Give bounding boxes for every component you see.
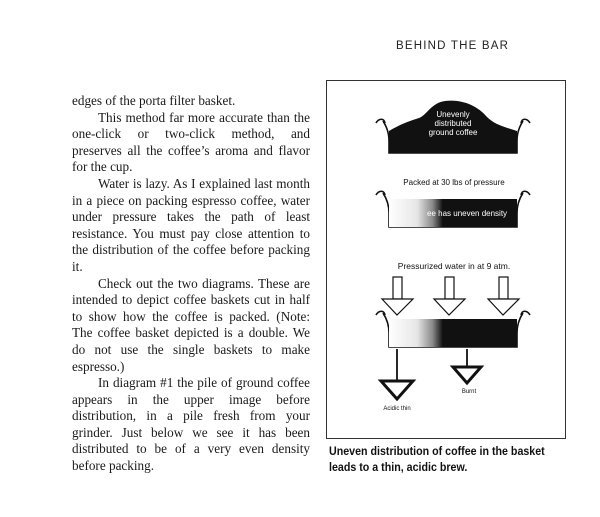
water-inlet-arrow	[434, 277, 465, 315]
basket-diagrams	[327, 81, 565, 438]
water-inlet-arrow	[382, 277, 413, 315]
article-body	[72, 93, 310, 475]
outlet-arrow-acidic	[381, 349, 413, 399]
pile-label-2: distributed	[434, 119, 472, 128]
outlet-arrow-burnt	[453, 349, 481, 383]
packed-coffee	[389, 319, 517, 347]
caption-line: Uneven distribution of coffee in the basket	[329, 445, 545, 458]
article-paragraph: This method far more accurate than the one-click or two-click method, and preserves all the coffee’s aroma and flavor for the cup.	[72, 109, 310, 175]
article-paragraph: Water is lazy. As I explained last month in a piece on packing espresso coffee, water under pressure takes the path of least resistance. You must pay close attention to the distribution of the coffee before packing it.	[72, 175, 310, 274]
acidic-label: Acidic thin	[383, 406, 411, 412]
diagram-water-flow	[376, 261, 530, 412]
figure-caption	[329, 444, 550, 476]
diagram-packed	[376, 178, 530, 227]
water-label: Pressurized water in at 9 atm.	[397, 261, 511, 271]
diagram-uneven-pile	[376, 101, 530, 153]
water-inlet-arrow	[488, 277, 519, 315]
coffee-basket-figure	[326, 80, 566, 439]
caption-line: leads to a thin, acidic brew.	[329, 461, 468, 474]
packed-label: Packed at 30 lbs of pressure	[403, 178, 505, 187]
article-paragraph: In diagram #1 the pile of ground coffee appears in the upper image before distribution, in a pile fresh from your grinder. Just below we see it has been distributed to be of a very even density before packing.	[72, 375, 310, 474]
density-label: ee has uneven density	[427, 209, 508, 218]
pile-label-3: ground coffee	[428, 128, 478, 137]
section-header: BEHIND THE BAR	[396, 40, 510, 52]
pile-label-1: Unevenly	[436, 110, 470, 119]
article-paragraph: Check out the two diagrams. These are intended to depict coffee baskets cut in half to show how the coffee is packed. (Note: The coffee basket depicted is a double. We do not use the single baskets to make espresso.)	[72, 275, 310, 374]
article-paragraph: edges of the porta filter basket.	[72, 93, 236, 108]
burnt-label: Burnt	[461, 389, 477, 395]
